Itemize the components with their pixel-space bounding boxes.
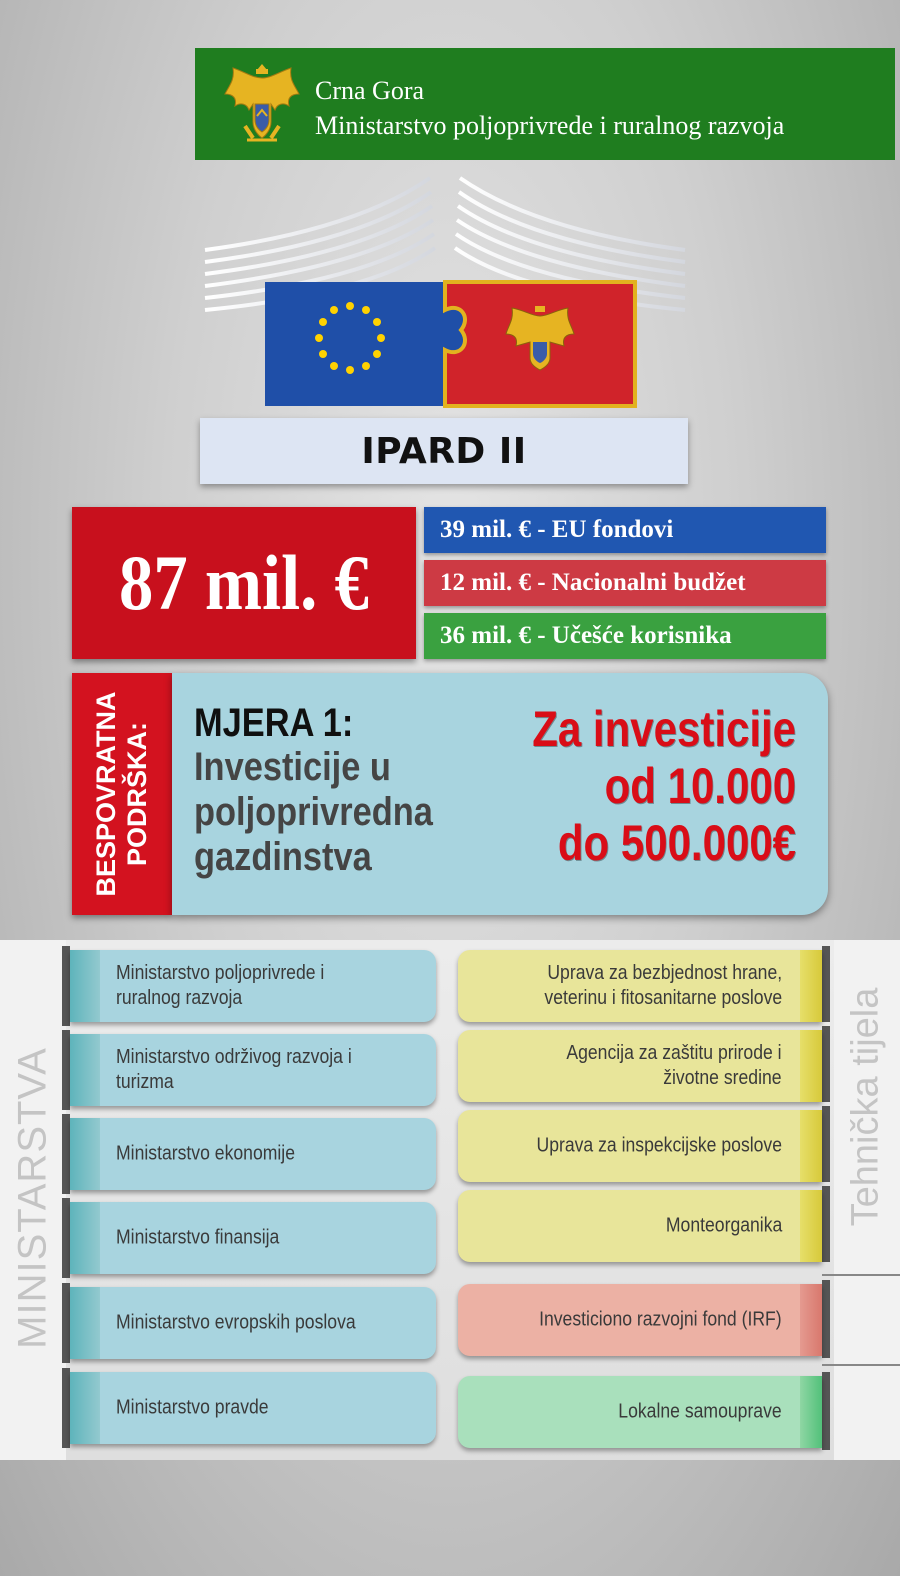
ministry-name: Ministarstvo poljoprivrede i ruralnog razvoja	[116, 962, 325, 1009]
grant-support-label: BESPOVRATNA PODRŠKA:	[91, 691, 152, 897]
card-accent-stripe	[800, 1284, 822, 1356]
divider	[822, 1364, 900, 1366]
card-accent-stripe	[70, 950, 100, 1022]
eu-montenegro-puzzle-flags-icon	[195, 170, 695, 420]
card-accent-stripe	[70, 1287, 100, 1359]
technical-bracket	[822, 1026, 830, 1102]
ministry-card	[70, 1034, 436, 1106]
technical-body-card	[458, 1030, 822, 1102]
card-accent-stripe	[800, 1376, 822, 1448]
card-accent-stripe	[800, 950, 822, 1022]
card-accent-stripe	[70, 1202, 100, 1274]
technical-bracket	[822, 1280, 830, 1358]
header-ministry-text: Ministarstvo poljoprivrede i ruralnog razvoja	[315, 111, 785, 140]
technical-body-name: Lokalne samouprave	[618, 1400, 782, 1423]
technical-body-name: Uprava za inspekcijske poslove	[536, 1134, 782, 1157]
technical-bracket	[822, 946, 830, 1022]
technical-body-card	[458, 1190, 822, 1262]
ministry-name: Ministarstvo finansija	[116, 1226, 280, 1249]
funding-national-bar: 12 mil. € - Nacionalni budžet	[424, 560, 826, 606]
technical-bodies-heading: Tehnička tijela	[844, 987, 887, 1227]
total-funding-amount: 87 mil. €	[119, 539, 369, 626]
technical-body-name: Agencija za zaštitu prirode i životne sredine	[566, 1042, 782, 1089]
ministry-bracket	[62, 946, 70, 1026]
ministry-bracket	[62, 1198, 70, 1278]
ministry-bracket	[62, 1030, 70, 1110]
ministry-header	[195, 48, 895, 160]
measure-title: MJERA 1:	[194, 701, 354, 745]
card-accent-stripe	[800, 1030, 822, 1102]
divider	[822, 1274, 900, 1276]
ministry-name: Ministarstvo ekonomije	[116, 1142, 296, 1165]
ministry-name: Ministarstvo održivog razvoja i turizma	[116, 1046, 352, 1093]
technical-bracket	[822, 1372, 830, 1450]
technical-bracket	[822, 1186, 830, 1262]
total-funding-box	[72, 507, 416, 659]
funding-beneficiary-bar: 36 mil. € - Učešće korisnika	[424, 613, 826, 659]
technical-body-card	[458, 1284, 822, 1356]
ministry-bracket	[62, 1283, 70, 1363]
technical-body-name: Uprava za bezbjednost hrane, veterinu i fitosanitarne poslove	[544, 962, 782, 1009]
technical-body-card	[458, 950, 822, 1022]
card-accent-stripe	[800, 1110, 822, 1182]
montenegro-coat-of-arms-icon	[223, 60, 301, 148]
card-accent-stripe	[800, 1190, 822, 1262]
card-accent-stripe	[70, 1118, 100, 1190]
technical-bracket	[822, 1106, 830, 1182]
ministry-name: Ministarstvo pravde	[116, 1396, 269, 1419]
ministry-card	[70, 950, 436, 1022]
technical-body-card	[458, 1376, 822, 1448]
investment-range: Za investicije od 10.000 do 500.000€	[532, 701, 796, 871]
measure-panel	[172, 673, 828, 915]
ministry-card	[70, 1287, 436, 1359]
ministry-card	[70, 1118, 436, 1190]
ministry-bracket	[62, 1114, 70, 1194]
technical-body-name: Investiciono razvojni fond (IRF)	[539, 1308, 782, 1331]
technical-body-card	[458, 1110, 822, 1182]
ministry-bracket	[62, 1368, 70, 1448]
grant-support-tab	[72, 673, 172, 915]
ministries-heading: MINISTARSTVA	[10, 1047, 55, 1349]
program-name-box	[200, 418, 688, 484]
card-accent-stripe	[70, 1372, 100, 1444]
ministry-card	[70, 1372, 436, 1444]
measure-subtitle: Investicije u poljoprivredna gazdinstva	[194, 745, 433, 879]
technical-body-name: Monteorganika	[665, 1214, 782, 1237]
card-accent-stripe	[70, 1034, 100, 1106]
header-country-text: Crna Gora	[315, 76, 425, 105]
funding-eu-bar: 39 mil. € - EU fondovi	[424, 507, 826, 553]
program-name: IPARD II	[361, 430, 527, 472]
ministry-name: Ministarstvo evropskih poslova	[116, 1311, 356, 1334]
ministry-card	[70, 1202, 436, 1274]
